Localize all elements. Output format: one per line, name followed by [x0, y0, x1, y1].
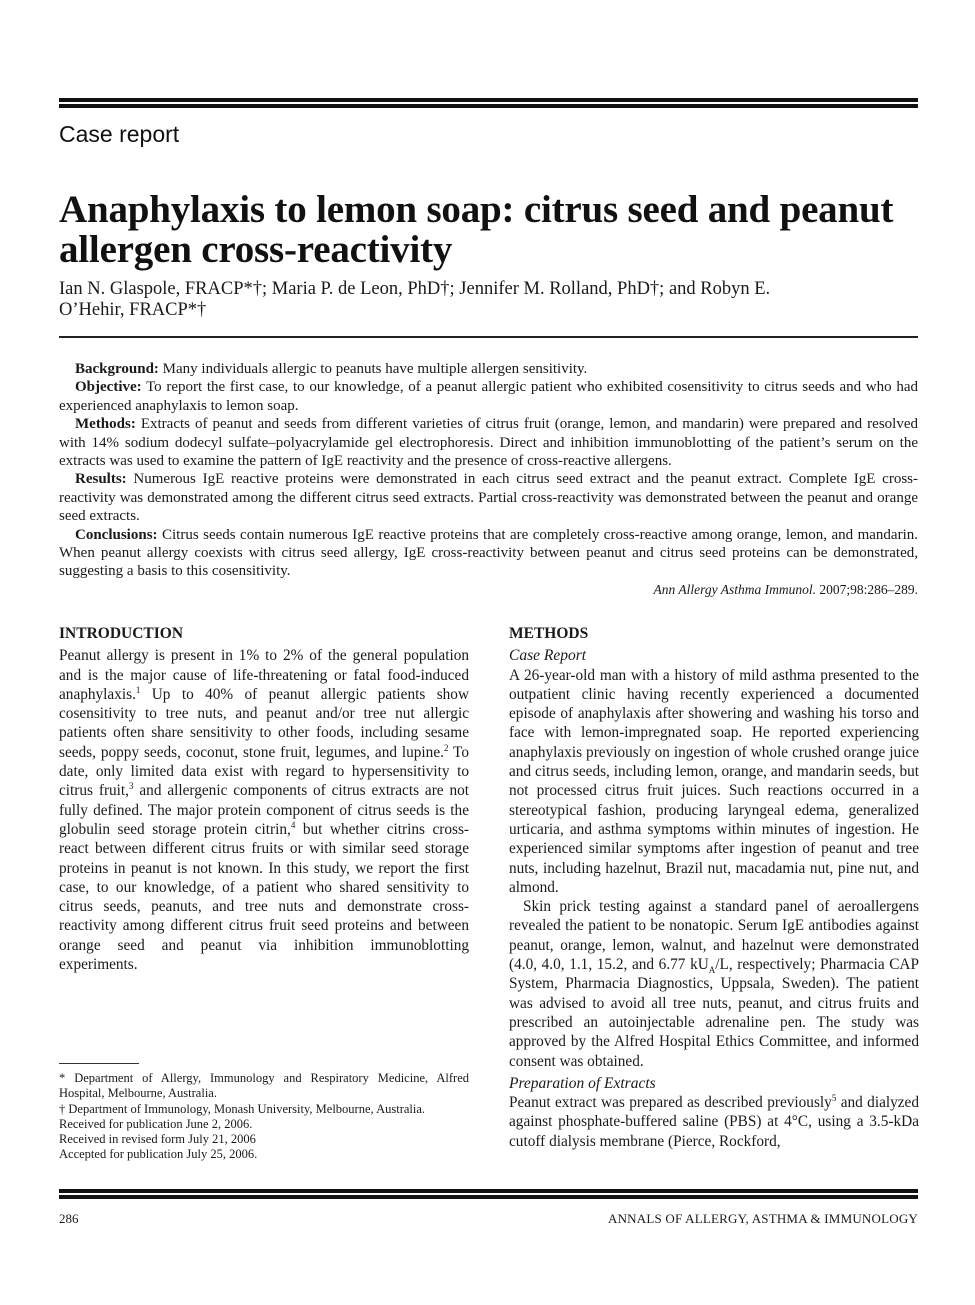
abstract-label: Results: — [75, 471, 127, 488]
abstract-objective: Objective: To report the first case, to our knowledge, of a peanut allergic patient who exhibited cosensitivity to citrus seeds and who had experienced anaphylaxis to lemon soap. — [59, 379, 918, 414]
footnote-divider — [59, 1063, 139, 1064]
reference-marker: 4 — [290, 819, 296, 830]
section-label: Case report — [59, 121, 180, 147]
abstract-label: Objective: — [75, 379, 142, 396]
top-rule — [59, 98, 918, 102]
abstract — [59, 360, 918, 581]
methods-heading: METHODS — [509, 625, 589, 642]
affiliation-footnote: † Department of Immunology, Monash University, Melbourne, Australia. — [59, 1101, 426, 1116]
abstract-results: Results: Numerous IgE reactive proteins were demonstrated in each citrus seed extract and the peanut extract. Complete IgE cross-reactivity was demonstrated among the different citrus seed extracts. Partial cross-reactivity was demonstrated between the peanut and orange seed extracts. — [59, 471, 918, 525]
introduction-paragraph: Peanut allergy is present in 1% to 2% of the general population and is the major cause of life-threatening or fatal food-induced anaphylaxis.$^1$ Up to 40% of peanut allergic patients show cosensitivity to tree nuts, and peanut and/or tree nut allergic patients often share sensitivity to other foods, including sesame seeds, poppy seeds, coconut, stone fruit, legumes, and lupine.$^2$ To date, only limited data exist with regard to hypersensitivity to citrus fruit,$^3$ and allergenic components of citrus extracts are not fully defined. The major protein component of citrus seeds is the globulin seed storage protein citrin,$^4$ but whether citrins cross-react between different citrus fruits or with similar seed storage proteins in peanut is not known. In this study, we report the first case, to our knowledge, of a patient who shared sensitivity to citrus seeds, peanuts, and tree nuts and demonstrate cross-reactivity among different citrus fruit seed proteins and between orange seed and peanut via inhibition immunoblotting experiments. — [59, 647, 469, 974]
article-title: Anaphylaxis to lemon soap: citrus seed and peanut allergen cross-reactivity — [59, 188, 894, 271]
accepted-date: Accepted for publication July 25, 2006. — [59, 1147, 258, 1162]
footer-rule — [59, 1189, 918, 1193]
journal-name: ANNALS OF ALLERGY, ASTHMA & IMMUNOLOGY — [608, 1211, 918, 1226]
page-number: 286 — [59, 1211, 79, 1226]
abstract-conclusions: Conclusions: Citrus seeds contain numerous IgE reactive proteins that are completely cross-reactive among orange, lemon, and mandarin. When peanut allergy coexists with citrus seed allergy, IgE cross-reactivity between peanut and citrus seed proteins can be demonstrated, suggesting a basis to this cosensitivity. — [59, 526, 919, 580]
skin-testing-paragraph: Skin prick testing against a standard panel of aeroallergens revealed the patient to be nonatopic. Serum IgE antibodies against peanut, orange, lemon, walnut, and hazelnut were demonstrated (4.0, 4.0, 1.1, 15.2, and 6.77 $kU_A/L$, respectively; Pharmacia CAP System, Pharmacia Diagnostics, Uppsala, Sweden). The patient was advised to avoid all tree nuts, peanut, and citrus fruits and prescribed an autoinjectable adrenaline pen. The study was approved by the Alfred Hospital Ethics Committee, and informed consent was obtained. — [509, 898, 919, 1070]
received-date: Received for publication June 2, 2006. — [59, 1116, 253, 1131]
extract-preparation-subheading: Preparation of Extracts — [509, 1074, 656, 1092]
reference-marker: 2 — [443, 742, 449, 753]
left-column — [59, 624, 469, 974]
abstract-label: Background: — [75, 361, 159, 377]
case-report-subheading: Case Report — [509, 647, 587, 665]
abstract-background: Background: Many individuals allergic to peanuts have multiple allergen sensitivity. — [75, 361, 588, 377]
abstract-label: Conclusions: — [75, 526, 158, 543]
affiliation-footnote: * Department of Allergy, Immunology and Respiratory Medicine, Alfred Hospital, Melbourne, Australia. — [59, 1071, 469, 1101]
header-divider — [59, 336, 918, 338]
reference-marker: 1 — [135, 684, 141, 695]
footer-rule — [59, 1195, 918, 1199]
extract-preparation-paragraph: Peanut extract was prepared as described previously$^5$ and dialyzed against phosphate-buffered saline (PBS) at 4°C, using a 3.5-kDa cutoff dialysis membrane (Pierce, Rockford, — [509, 1093, 919, 1150]
abstract-label: Methods: — [75, 416, 136, 433]
right-column — [509, 624, 919, 1151]
reference-marker: 5 — [831, 1093, 837, 1104]
introduction-heading: INTRODUCTION — [59, 625, 184, 642]
abstract-methods: Methods: Extracts of peanut and seeds from different varieties of citrus fruit (orange, lemon, and mandarin) were prepared and resolved with 14% sodium dodecyl sulfate–polyacrylamide gel electrophoresis. Direct and inhibition immunoblotting of the patient’s serum on the extracts was used to examine the pattern of IgE reactivity and the presence of cross-reactive allergens. — [59, 416, 918, 470]
top-rule — [59, 104, 918, 108]
reference-marker: 3 — [129, 781, 134, 792]
footnotes — [59, 1071, 469, 1163]
author-list: Ian N. Glaspole, FRACP*†; Maria P. de Leon, PhD†; Jennifer M. Rolland, PhD†; and Robyn E. O’Hehir, FRACP*† — [59, 279, 771, 320]
journal-citation: Ann Allergy Asthma Immunol. 2007;98:286–289. — [653, 582, 918, 597]
case-report-paragraph: A 26-year-old man with a history of mild asthma presented to the outpatient clinic having recently experienced a documented episode of anaphylaxis after showering and washing his torso and face with lemon-impregnated soap. He reported experiencing anaphylaxis previously on ingestion of whole crushed orange juice and citrus seeds, including lemon, orange, and mandarin seeds, but not processed citrus fruit juices. Such reactions occurred in a stereotypical fashion, producing laryngeal edema, generalized urticaria, and asthma symptoms within minutes of ingestion. He experienced similar symptoms after ingestion of peanut and tree nuts, including hazelnut, Brazil nut, macadamia nut, pine nut, and almond. — [509, 666, 919, 896]
revised-date: Received in revised form July 21, 2006 — [59, 1132, 256, 1147]
